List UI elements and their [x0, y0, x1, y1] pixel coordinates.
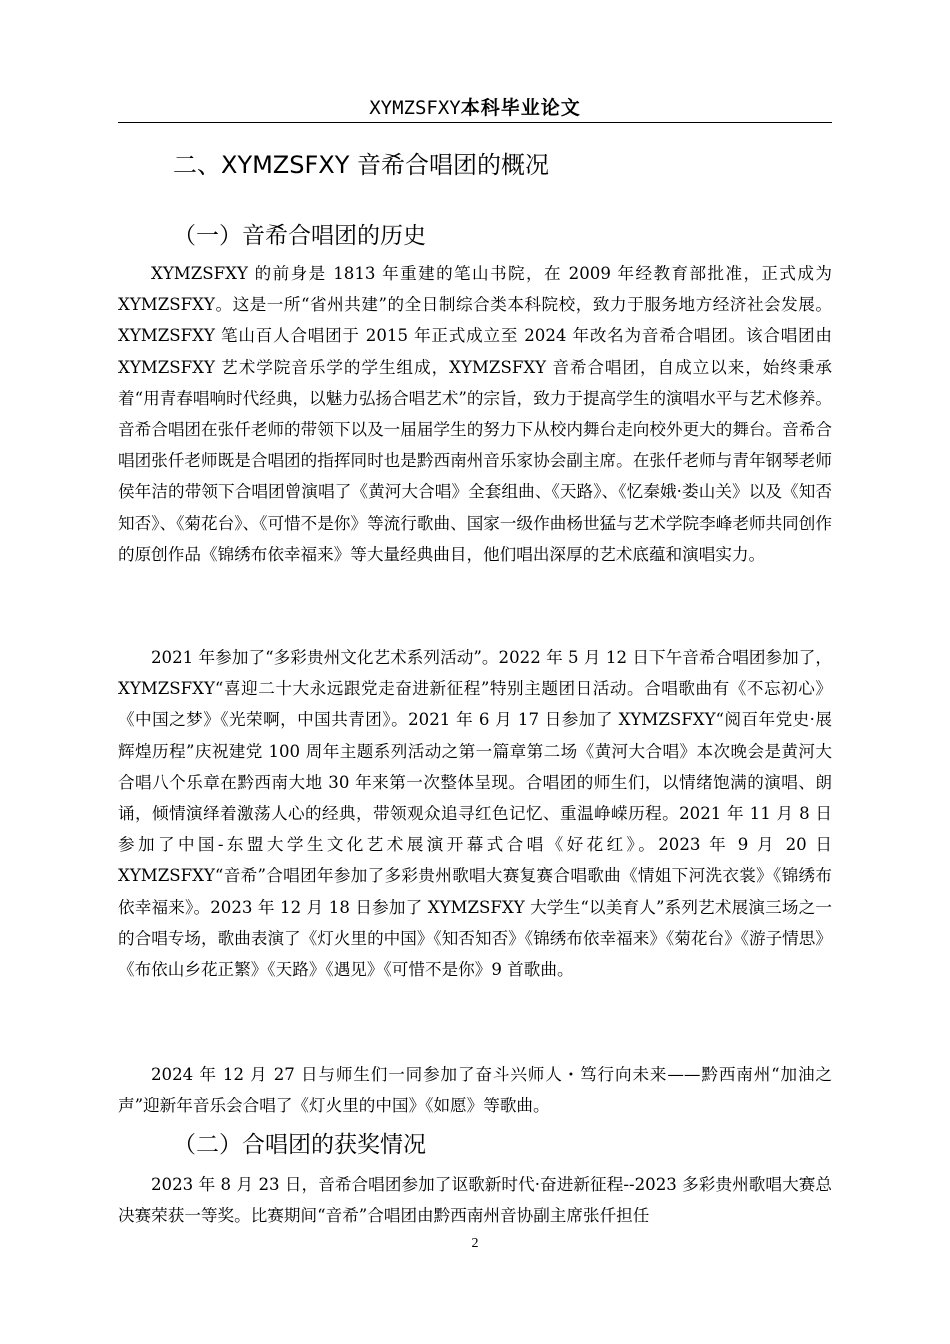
paragraph-awards-1: 2023 年 8 月 23 日，音希合唱团参加了讴歌新时代·奋进新征程--2023 多彩贵州歌唱大赛总决赛荣获一等奖。比赛期间“音希”合唱团由黔西南州音协副主席张仟担任 [118, 1175, 832, 1226]
subsection-title-history: （一）音希合唱团的历史 [173, 223, 426, 249]
section-title: 二、XYMZSFXY 音希合唱团的概况 [173, 151, 550, 179]
subsection-title-awards: （二）合唱团的获奖情况 [173, 1132, 426, 1158]
page-number: 2 [471, 1236, 479, 1251]
header-school: XYMZSFXY [369, 97, 461, 119]
paragraph-history-2: 2021 年参加了“多彩贵州文化艺术系列活动”。2022 年 5 月 12 日下午音希合唱团参加了，XYMZSFXY“喜迎二十大永远跟党走奋进新征程”特别主题团日活动。合唱歌曲有《不忘初心》《中国之梦》《光荣啊，中国共青团》。2021 年 6 月 17 日参加了 XYMZSFXY“阅百年党史·展辉煌历程”庆祝建党 100 周年主题系列活动之第一篇章第二场《黄河大合唱》本次晚会是黄河大合唱八个乐章在黔西南大地 30 年来第一次整体呈现。合唱团的师生们，以情绪饱满的演唱、朗诵，倾情演绎着激荡人心的经典，带领观众追寻红色记忆、重温峥嵘历程。2021 年 11 月 8 日参加了中国-东盟大学生文化艺术展演开幕式合唱《好花红》。2023 年 9 月 20 日 XYMZSFXY“音希”合唱团年参加了多彩贵州歌唱大赛复赛合唱歌曲《情姐下河洗衣裳》《锦绣布依幸福来》。2023 年 12 月 18 日参加了 XYMZSFXY 大学生“以美育人”系列艺术展演三场之一的合唱专场，歌曲表演了《灯火里的中国》《知否知否》《锦绣布依幸福来》《菊花台》《游子情思》《布依山乡花正繁》《天路》《遇见》《可惜不是你》9 首歌曲。 [118, 648, 832, 980]
paragraph-history-3: 2024 年 12 月 27 日与师生们一同参加了奋斗兴师人・笃行向未来——黔西南州“加油之声”迎新年音乐会合唱了《灯火里的中国》《如愿》等歌曲。 [118, 1065, 832, 1116]
header-rule [118, 122, 832, 123]
header-subtitle: 本科毕业论文 [460, 97, 581, 119]
page-header [118, 92, 832, 122]
paragraph-history-1: XYMZSFXY 的前身是 1813 年重建的笔山书院，在 2009 年经教育部批准，正式成为 XYMZSFXY。这是一所“省州共建”的全日制综合类本科院校，致力于服务地方经济社会发展。XYMZSFXY 笔山百人合唱团于 2015 年正式成立至 2024 年改名为音希合唱团。该合唱团由 XYMZSFXY 艺术学院音乐学的学生组成，XYMZSFXY 音希合唱团，自成立以来，始终秉承着“用青春唱响时代经典，以魅力弘扬合唱艺术”的宗旨，致力于提高学生的演唱水平与艺术修养。音希合唱团在张仟老师的带领下以及一届届学生的努力下从校内舞台走向校外更大的舞台。音希合唱团张仟老师既是合唱团的指挥同时也是黔西南州音乐家协会副主席。在张仟老师与青年钢琴老师侯年洁的带领下合唱团曾演唱了《黄河大合唱》全套组曲、《天路》、《忆秦娥·娄山关》以及《知否知否》、《菊花台》、《可惜不是你》等流行歌曲、国家一级作曲杨世猛与艺术学院李峰老师共同创作的原创作品《锦绣布依幸福来》等大量经典曲目，他们唱出深厚的艺术底蕴和演唱实力。 [118, 264, 832, 564]
